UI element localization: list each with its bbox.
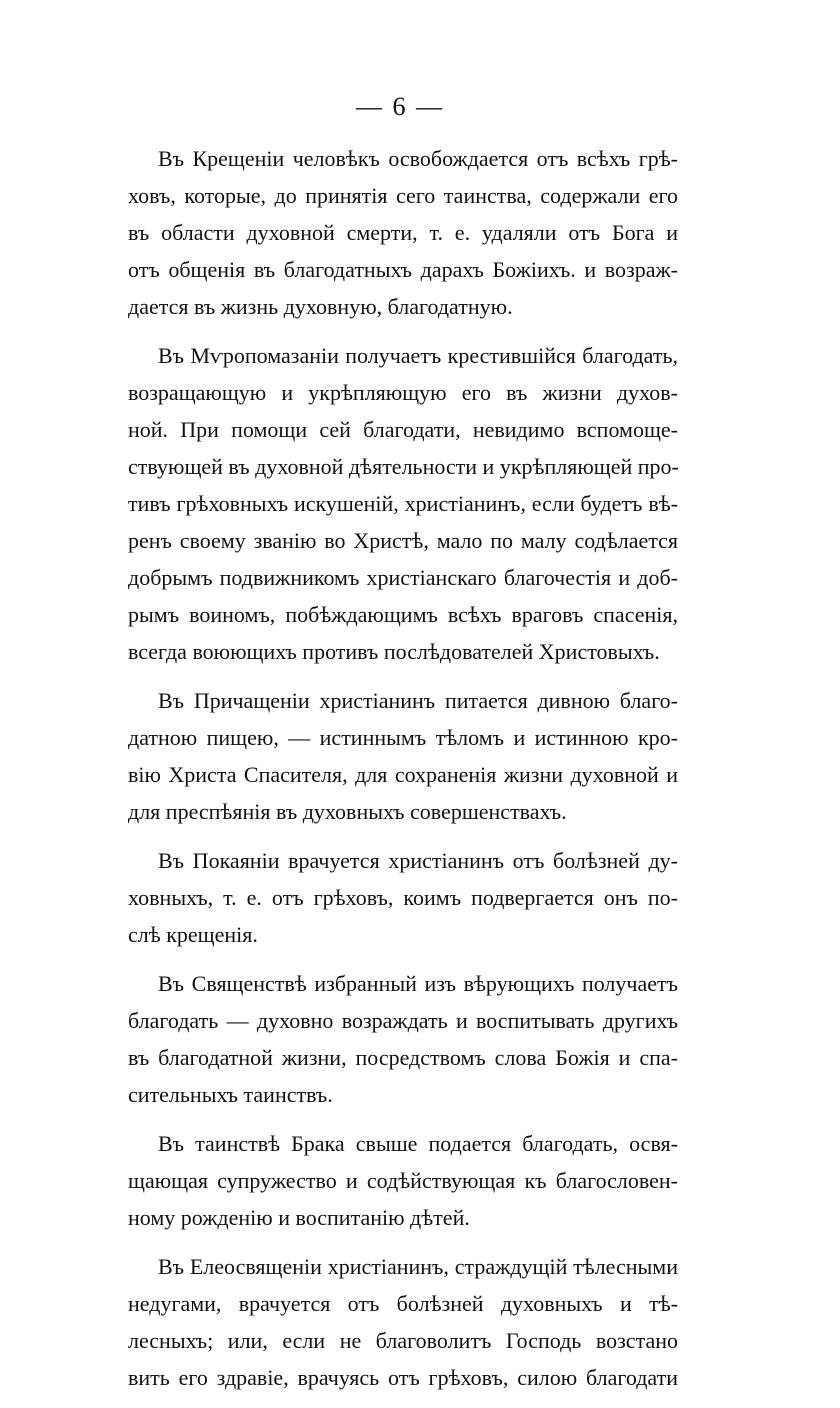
text-line: ховныхъ, т. е. отъ грѣховъ, коимъ подвергается онъ по- — [128, 885, 678, 910]
text-line: Въ Крещеніи человѣкъ освобождается отъ всѣхъ грѣ- — [158, 146, 678, 171]
text-line: отъ общенія въ благодатныхъ дарахъ Божіихъ. и возраж- — [128, 257, 678, 282]
text-line: вію Христа Спасителя, для сохраненія жизни духовной и — [128, 762, 678, 787]
text-line: Въ Покаяніи врачуется христіанинъ отъ болѣзней ду- — [158, 848, 678, 873]
text-line: ному рожденію и воспитанію дѣтей. — [128, 1205, 470, 1230]
text-line: тивъ грѣховныхъ искушеній, христіанинъ, если будетъ вѣ- — [128, 491, 678, 516]
text-line: Въ таинствѣ Брака свыше подается благодать, освя- — [158, 1131, 678, 1156]
paragraph-baptism — [128, 140, 678, 325]
paragraph-chrismation — [128, 337, 678, 670]
text-line: Въ Мѵропомазаніи получаетъ крестившійся благодать, — [158, 343, 678, 368]
text-line: ствующей въ духовной дѣятельности и укрѣпляющей про- — [128, 454, 679, 479]
text-line: ховъ, которые, до принятія сего таинства, содержали его — [128, 183, 678, 208]
text-line: ренъ своему званію во Христѣ, мало по малу содѣлается — [128, 528, 678, 553]
paragraph-unction — [128, 1248, 678, 1396]
text-line: ной. При помощи сей благодати, невидимо вспомоще- — [128, 417, 678, 442]
paragraph-marriage — [128, 1125, 678, 1236]
text-line: сительныхъ таинствъ. — [128, 1082, 333, 1107]
text-line: въ благодатной жизни, посредствомъ слова Божія и спа- — [128, 1045, 678, 1070]
page-number: — 6 — — [356, 92, 444, 121]
text-line: Въ Причащеніи христіанинъ питается дивною благо- — [158, 688, 678, 713]
text-line: для преспѣянія въ духовныхъ совершенствахъ. — [128, 799, 567, 824]
text-line: недугами, врачуется отъ болѣзней духовныхъ и тѣ- — [128, 1291, 678, 1316]
text-line: вить его здравіе, врачуясь отъ грѣховъ, силою благодати — [128, 1365, 678, 1390]
text-line: добрымъ подвижникомъ христіанскаго благочестія и доб- — [128, 565, 678, 590]
paragraph-communion — [128, 682, 678, 830]
text-line: рымъ воиномъ, побѣждающимъ всѣхъ враговъ спасенія, — [128, 602, 678, 627]
text-line: Въ Священствѣ избранный изъ вѣрующихъ получаетъ — [158, 971, 678, 996]
text-line: щающая супружество и содѣйствующая къ благословен- — [128, 1168, 678, 1193]
text-line: возращающую и укрѣпляющую его въ жизни духов- — [128, 380, 678, 405]
text-line: дается въ жизнь духовную, благодатную. — [128, 294, 513, 319]
text-line: датною пищею, — истиннымъ тѣломъ и истинною кро- — [128, 725, 678, 750]
text-line: слѣ крещенія. — [128, 922, 258, 947]
page-text — [128, 140, 678, 1408]
paragraph-penance — [128, 842, 678, 953]
text-line: благодать — духовно возраждать и воспитывать другихъ — [128, 1008, 678, 1033]
text-line: въ области духовной смерти, т. е. удаляли отъ Бога и — [128, 220, 678, 245]
text-line: всегда воюющихъ противъ послѣдователей Христовыхъ. — [128, 639, 660, 664]
text-line: лесныхъ; или, если не благоволитъ Господь возстано — [128, 1328, 678, 1353]
paragraph-priesthood — [128, 965, 678, 1113]
text-line: Въ Елеосвященіи христіанинъ, страждущій тѣлесными — [158, 1254, 678, 1279]
